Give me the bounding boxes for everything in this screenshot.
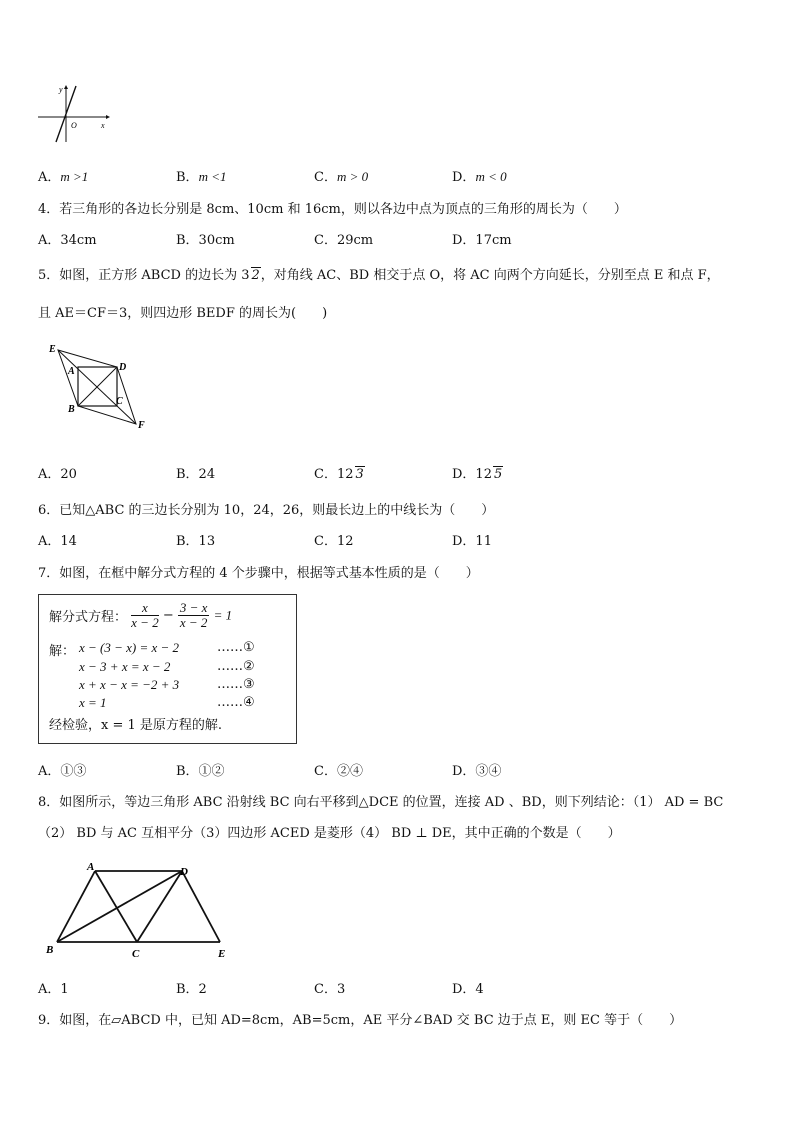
- q3-option-b: B．m <1: [176, 169, 227, 185]
- q5-label-d: D: [119, 362, 127, 373]
- q7-solve-label: 解：: [49, 644, 76, 659]
- q8-label-e: E: [218, 948, 226, 960]
- q4-option-b: B．30cm: [176, 233, 235, 248]
- q4-option-d: D．17cm: [452, 233, 512, 248]
- q6-question: 6．已知△ABC 的三边长分别为 10，24，26，则最长边上的中线长为（ ）: [38, 503, 495, 518]
- q8-label-c: C: [132, 948, 140, 960]
- q5-question-line2: 且 AE＝CF＝3，则四边形 BEDF 的周长为( ): [38, 306, 328, 321]
- q6-option-b: B．13: [176, 534, 216, 549]
- q7-option-b: B．①②: [176, 764, 225, 779]
- q7-option-c: C．②④: [314, 764, 363, 779]
- q4-option-c: C．29cm: [314, 233, 374, 248]
- q5-sqrt: 2: [251, 268, 260, 283]
- q5-label-f: F: [138, 420, 145, 431]
- q5-option-d: D．12 5: [452, 467, 503, 482]
- q8-label-b: B: [46, 944, 54, 956]
- q9-question: 9．如图，在▱ABCD 中，已知 AD=8cm，AB=5cm，AE 平分∠BAD 交 BC 边于点 E，则 EC 等于（ ）: [38, 1013, 683, 1028]
- q8-question-line1: 8．如图所示，等边三角形 ABC 沿射线 BC 向右平移到△DCE 的位置，连接 AD 、BD，则下列结论：（1） AD = BC: [38, 795, 724, 810]
- q3-option-d: D．m < 0: [452, 169, 507, 185]
- q7-step-2-mark: ……②: [217, 659, 255, 674]
- q5-figure: [46, 340, 154, 434]
- q5-label-a: A: [68, 366, 75, 377]
- q3-option-a: A．m >1: [38, 169, 89, 185]
- q7-fraction-2: $\frac{3 - x}{x - 2}$: [179, 600, 208, 630]
- q7-question: 7．如图，在框中解分式方程的 4 个步骤中，根据等式基本性质的是（ ）: [38, 566, 479, 581]
- q3-option-c: C．m > 0: [314, 169, 369, 185]
- q7-step-4-expr: x = 1: [79, 695, 107, 710]
- q7-check: 经检验，x = 1 是原方程的解.: [49, 718, 223, 733]
- q7-equation: 解分式方程： $\frac{x}{x - 2}$ − $\frac{3 - x}{x - 2}$ = 1: [49, 600, 233, 630]
- q5-label-b: B: [68, 404, 75, 415]
- q5-label-e: E: [49, 344, 56, 355]
- q7-solution-box: [38, 594, 297, 744]
- q6-option-c: C．12: [314, 534, 354, 549]
- q7-step-1-expr: x − (3 − x) = x − 2: [79, 640, 180, 655]
- q7-step-2-expr: x − 3 + x = x − 2: [79, 659, 171, 674]
- q7-step-3-mark: ……③: [217, 677, 255, 692]
- q8-option-c: C．3: [314, 982, 346, 997]
- q5-option-b: B．24: [176, 467, 216, 482]
- q8-option-b: B．2: [176, 982, 207, 997]
- q7-step-4-mark: ……④: [217, 695, 255, 710]
- q5-label-c: C: [116, 396, 123, 407]
- q3-graph: [36, 84, 112, 144]
- q7-step-1-mark: ……①: [217, 640, 255, 655]
- q6-option-d: D．11: [452, 534, 492, 549]
- q7-step-3-expr: x + x − x = −2 + 3: [79, 677, 180, 692]
- q4-option-a: A．34cm: [38, 233, 97, 248]
- q8-option-a: A．1: [38, 982, 69, 997]
- q8-label-d: D: [180, 866, 188, 878]
- q8-label-a: A: [87, 861, 95, 873]
- q5-question-line1: 5．如图，正方形 ABCD 的边长为 3 2，对角线 AC、BD 相交于点 O，将 AC 向两个方向延长，分别至点 E 和点 F，: [38, 268, 720, 283]
- q3-origin-label: O: [71, 121, 77, 130]
- q8-figure: [42, 856, 242, 960]
- q7-fraction-1: $\frac{x}{x - 2}$: [131, 600, 159, 630]
- q8-option-d: D．4: [452, 982, 484, 997]
- q7-option-a: A．①③: [38, 764, 87, 779]
- q5-option-c: C．12 3: [314, 467, 364, 482]
- q5-option-a: A．20: [38, 467, 77, 482]
- q4-question: 4．若三角形的各边长分别是 8cm、10cm 和 16cm，则以各边中点为顶点的三角形的周长为（ ）: [38, 202, 627, 217]
- q8-question-line2: （2） BD 与 AC 互相平分（3）四边形 ACED 是菱形（4） BD ⊥ DE，其中正确的个数是（ ）: [38, 826, 621, 841]
- q3-x-label: x: [101, 121, 105, 130]
- q6-option-a: A．14: [38, 534, 77, 549]
- q7-option-d: D．③④: [452, 764, 502, 779]
- q3-y-label: y: [59, 85, 63, 94]
